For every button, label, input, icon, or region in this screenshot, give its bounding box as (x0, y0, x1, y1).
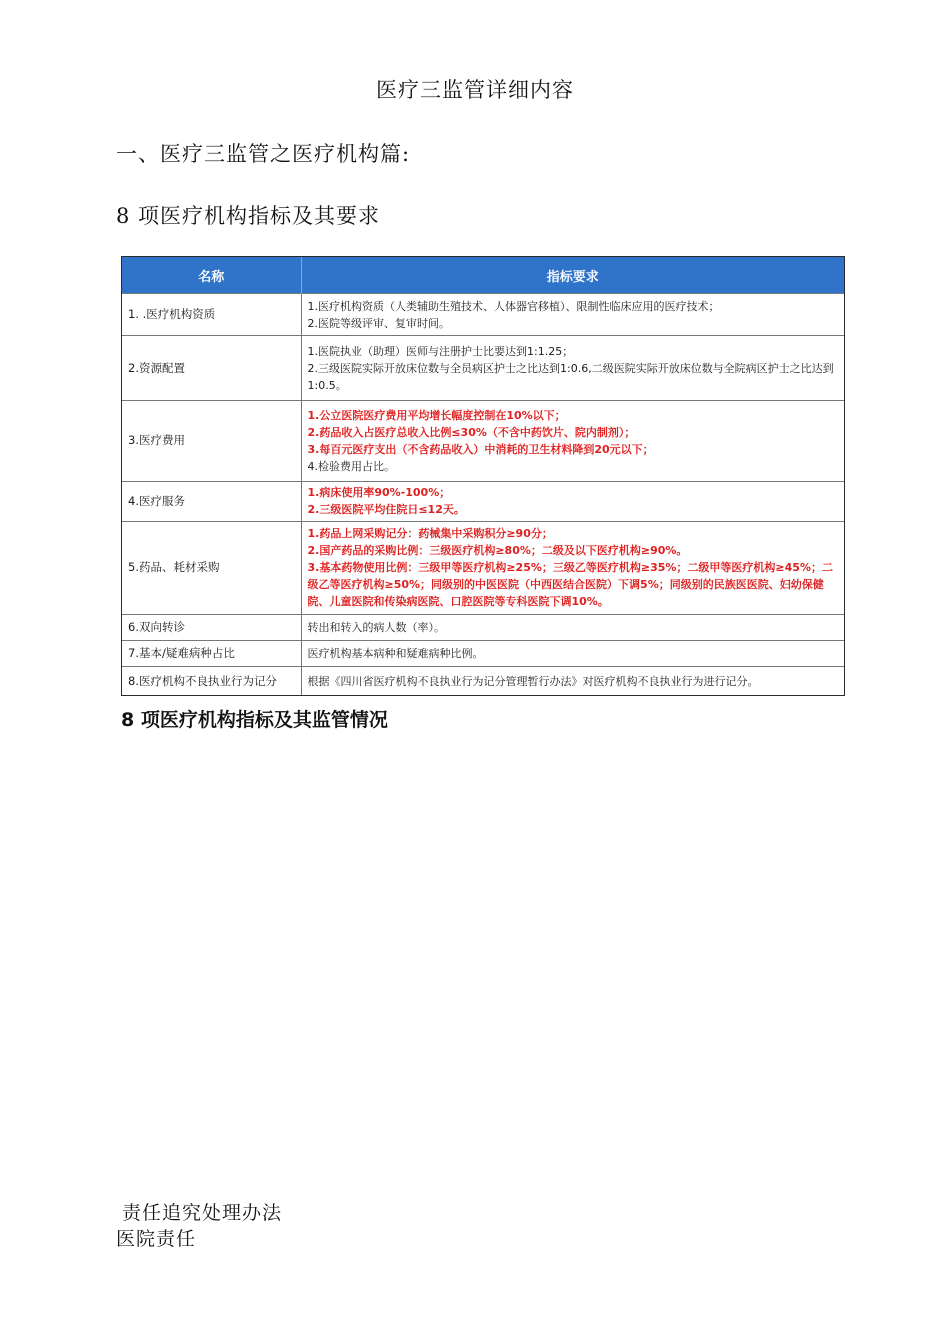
sub-heading: 8 项医疗机构指标及其要求 (116, 204, 381, 228)
indicator-name: 4.医疗服务 (122, 481, 301, 521)
header-requirement: 指标要求 (301, 257, 844, 294)
indicator-table (122, 257, 844, 695)
requirement-line: 3.每百元医疗支出（不含药品收入）中消耗的卫生材料降到20元以下； (307, 442, 654, 456)
indicator-requirement (301, 640, 844, 666)
requirement-line: 1.医疗机构资质（人类辅助生殖技术、人体器官移植）、限制性临床应用的医疗技术； (307, 299, 720, 313)
requirement-line: 1.公立医院医疗费用平均增长幅度控制在10%以下； (307, 408, 566, 422)
table-row (122, 294, 844, 336)
table-body (122, 294, 844, 696)
requirement-line: 4.检验费用占比。 (307, 459, 395, 473)
requirement-line: 医疗机构基本病种和疑难病种比例。 (307, 647, 484, 661)
indicator-name: 3.医疗费用 (122, 400, 301, 481)
indicator-requirement (301, 614, 844, 640)
footer-line-accountability: 责任追究处理办法 (122, 1202, 283, 1224)
indicator-requirement (301, 336, 844, 401)
requirement-line: 2.药品收入占医疗总收入比例≤30%（不含中药饮片、院内制剂）； (307, 425, 636, 439)
indicator-requirement (301, 400, 844, 481)
table-row (122, 614, 844, 640)
table-row (122, 521, 844, 614)
table-row (122, 640, 844, 666)
table-row (122, 336, 844, 401)
indicator-name: 1. .医疗机构资质 (122, 294, 301, 336)
indicator-name: 5.药品、耗材采购 (122, 521, 301, 614)
header-name: 名称 (122, 257, 301, 294)
requirement-line: 2.三级医院平均住院日≤12天。 (307, 503, 465, 517)
table-row (122, 667, 844, 695)
indicator-requirement (301, 481, 844, 521)
indicator-requirement (301, 667, 844, 695)
table-header-row (122, 257, 844, 294)
indicator-name: 6.双向转诊 (122, 614, 301, 640)
section-heading: 一、医疗三监管之医疗机构篇: (116, 142, 411, 166)
requirement-line: 2.国产药品的采购比例：三级医疗机构≥80%；二级及以下医疗机构≥90%。 (307, 544, 688, 558)
indicator-table-image (121, 256, 845, 696)
table-row (122, 481, 844, 521)
requirement-line: 2.三级医院实际开放床位数与全员病区护士之比达到1:0.6,二级医院实际开放床位数与全院病区护士之比达到1:0.5。 (307, 361, 834, 392)
requirement-line: 1.病床使用率90%-100%； (307, 486, 451, 500)
requirement-line: 2.医院等级评审、复审时间。 (307, 316, 450, 330)
indicator-name: 7.基本/疑难病种占比 (122, 640, 301, 666)
table-row (122, 400, 844, 481)
indicator-name: 8.医疗机构不良执业行为记分 (122, 667, 301, 695)
requirement-line: 转出和转入的病人数（率）。 (307, 620, 445, 634)
indicator-requirement (301, 294, 844, 336)
footer-line-hospital-responsibility: 医院责任 (116, 1228, 197, 1250)
supervision-heading: 8 项医疗机构指标及其监管情况 (121, 709, 388, 731)
indicator-requirement (301, 521, 844, 614)
requirement-line: 3.基本药物使用比例：三级甲等医疗机构≥25%；三级乙等医疗机构≥35%；二级甲等医疗机构≥45%；二级乙等医疗机构≥50%；同级别的中医医院（中西医结合医院）下调5%；同级别的民族医医院、妇幼保健院、儿童医院和传染病医院、口腔医院等专科医院下调10%。 (307, 561, 833, 609)
requirement-line: 根据《四川省医疗机构不良执业行为记分管理暂行办法》对医疗机构不良执业行为进行记分。 (307, 674, 759, 688)
requirement-line: 1.药品上网采购记分：药械集中采购积分≥90分； (307, 527, 553, 541)
document-title: 医疗三监管详细内容 (376, 78, 574, 102)
indicator-name: 2.资源配置 (122, 336, 301, 401)
requirement-line: 1.医院执业（助理）医师与注册护士比要达到1:1.25； (307, 344, 574, 358)
